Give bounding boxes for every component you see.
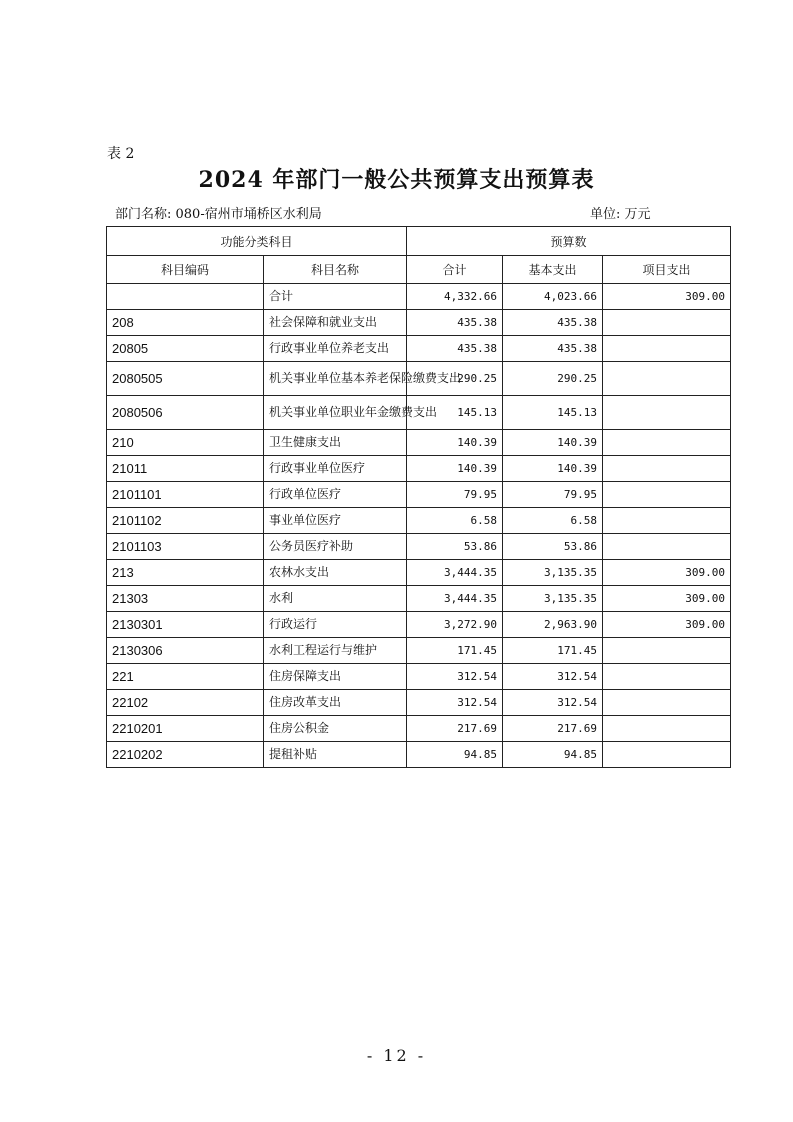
row-code: 2210201: [107, 716, 264, 742]
row-name: 提租补贴: [264, 742, 407, 768]
table-row: [107, 612, 731, 638]
row-basic: 140.39: [503, 430, 603, 456]
row-code: 20805: [107, 336, 264, 362]
row-project: [603, 362, 731, 396]
row-code: 21011: [107, 456, 264, 482]
row-basic: 6.58: [503, 508, 603, 534]
row-basic: 79.95: [503, 482, 603, 508]
row-code: 210: [107, 430, 264, 456]
row-code: 2080505: [107, 362, 264, 396]
table-row: [107, 638, 731, 664]
header-name: 科目名称: [264, 256, 407, 284]
row-code: 2101101: [107, 482, 264, 508]
page-number: - 12 -: [366, 1046, 427, 1065]
header-code: 科目编码: [107, 256, 264, 284]
row-project: [603, 456, 731, 482]
table-row: [107, 284, 731, 310]
row-project: [603, 716, 731, 742]
row-total: 217.69: [407, 716, 503, 742]
row-name: 公务员医疗补助: [264, 534, 407, 560]
row-name: 行政事业单位医疗: [264, 456, 407, 482]
row-basic: 140.39: [503, 456, 603, 482]
row-project: 309.00: [603, 586, 731, 612]
row-total: 3,272.90: [407, 612, 503, 638]
table-row: [107, 716, 731, 742]
row-basic: 3,135.35: [503, 560, 603, 586]
row-code: 221: [107, 664, 264, 690]
row-code: 22102: [107, 690, 264, 716]
table-row: [107, 310, 731, 336]
row-project: [603, 638, 731, 664]
row-project: [603, 430, 731, 456]
row-project: [603, 310, 731, 336]
row-basic: 4,023.66: [503, 284, 603, 310]
table-row: [107, 336, 731, 362]
header-project: 项目支出: [603, 256, 731, 284]
row-total: 312.54: [407, 690, 503, 716]
table-row: [107, 430, 731, 456]
table-row: [107, 586, 731, 612]
table-row: [107, 742, 731, 768]
row-name: 水利: [264, 586, 407, 612]
row-code: [107, 284, 264, 310]
row-total: 435.38: [407, 310, 503, 336]
row-name: 行政事业单位养老支出: [264, 336, 407, 362]
table-row: [107, 664, 731, 690]
row-project: 309.00: [603, 284, 731, 310]
row-basic: 171.45: [503, 638, 603, 664]
row-total: 3,444.35: [407, 586, 503, 612]
row-basic: 435.38: [503, 310, 603, 336]
table-row: [107, 362, 731, 396]
row-code: 213: [107, 560, 264, 586]
table-row: [107, 690, 731, 716]
row-project: [603, 508, 731, 534]
row-basic: 435.38: [503, 336, 603, 362]
row-basic: 145.13: [503, 396, 603, 430]
row-name: 卫生健康支出: [264, 430, 407, 456]
row-code: 21303: [107, 586, 264, 612]
row-basic: 312.54: [503, 690, 603, 716]
row-total: 435.38: [407, 336, 503, 362]
row-project: [603, 396, 731, 430]
row-basic: 312.54: [503, 664, 603, 690]
table-row: [107, 508, 731, 534]
row-name: 行政运行: [264, 612, 407, 638]
row-name: 行政单位医疗: [264, 482, 407, 508]
table-label: 表 2: [107, 146, 135, 162]
row-name: 住房公积金: [264, 716, 407, 742]
row-code: 208: [107, 310, 264, 336]
row-name: 机关事业单位职业年金缴费支出: [264, 396, 407, 430]
row-project: [603, 690, 731, 716]
header-budget-group: 预算数: [407, 227, 731, 256]
row-name: 住房改革支出: [264, 690, 407, 716]
row-project: [603, 742, 731, 768]
row-total: 290.25: [407, 362, 503, 396]
row-total: 171.45: [407, 638, 503, 664]
row-project: [603, 482, 731, 508]
department-label: 部门名称: 080-宿州市埇桥区水利局: [115, 207, 322, 222]
row-total: 53.86: [407, 534, 503, 560]
row-project: [603, 336, 731, 362]
row-basic: 3,135.35: [503, 586, 603, 612]
row-code: 2080506: [107, 396, 264, 430]
row-code: 2210202: [107, 742, 264, 768]
row-name: 合计: [264, 284, 407, 310]
table-row: [107, 534, 731, 560]
row-total: 140.39: [407, 430, 503, 456]
table-row: [107, 482, 731, 508]
row-project: [603, 664, 731, 690]
row-name: 水利工程运行与维护: [264, 638, 407, 664]
row-name: 住房保障支出: [264, 664, 407, 690]
header-total: 合计: [407, 256, 503, 284]
row-total: 94.85: [407, 742, 503, 768]
row-project: 309.00: [603, 612, 731, 638]
row-name: 社会保障和就业支出: [264, 310, 407, 336]
table-row: [107, 396, 731, 430]
header-function-group: 功能分类科目: [107, 227, 407, 256]
unit-label: 单位: 万元: [590, 207, 651, 222]
table-header-row: [107, 227, 731, 256]
row-basic: 217.69: [503, 716, 603, 742]
budget-table: [106, 226, 731, 768]
row-name: 农林水支出: [264, 560, 407, 586]
row-total: 79.95: [407, 482, 503, 508]
page-title: 2024 年部门一般公共预算支出预算表: [198, 167, 595, 193]
row-name: 机关事业单位基本养老保险缴费支出: [264, 362, 407, 396]
row-total: 3,444.35: [407, 560, 503, 586]
row-code: 2130301: [107, 612, 264, 638]
row-basic: 2,963.90: [503, 612, 603, 638]
row-basic: 290.25: [503, 362, 603, 396]
row-total: 4,332.66: [407, 284, 503, 310]
row-project: [603, 534, 731, 560]
row-project: 309.00: [603, 560, 731, 586]
row-basic: 53.86: [503, 534, 603, 560]
row-name: 事业单位医疗: [264, 508, 407, 534]
row-total: 140.39: [407, 456, 503, 482]
row-code: 2130306: [107, 638, 264, 664]
row-code: 2101103: [107, 534, 264, 560]
table-subheader-row: [107, 256, 731, 284]
row-code: 2101102: [107, 508, 264, 534]
header-basic: 基本支出: [503, 256, 603, 284]
table-row: [107, 560, 731, 586]
row-total: 145.13: [407, 396, 503, 430]
table-row: [107, 456, 731, 482]
row-total: 6.58: [407, 508, 503, 534]
row-total: 312.54: [407, 664, 503, 690]
row-basic: 94.85: [503, 742, 603, 768]
